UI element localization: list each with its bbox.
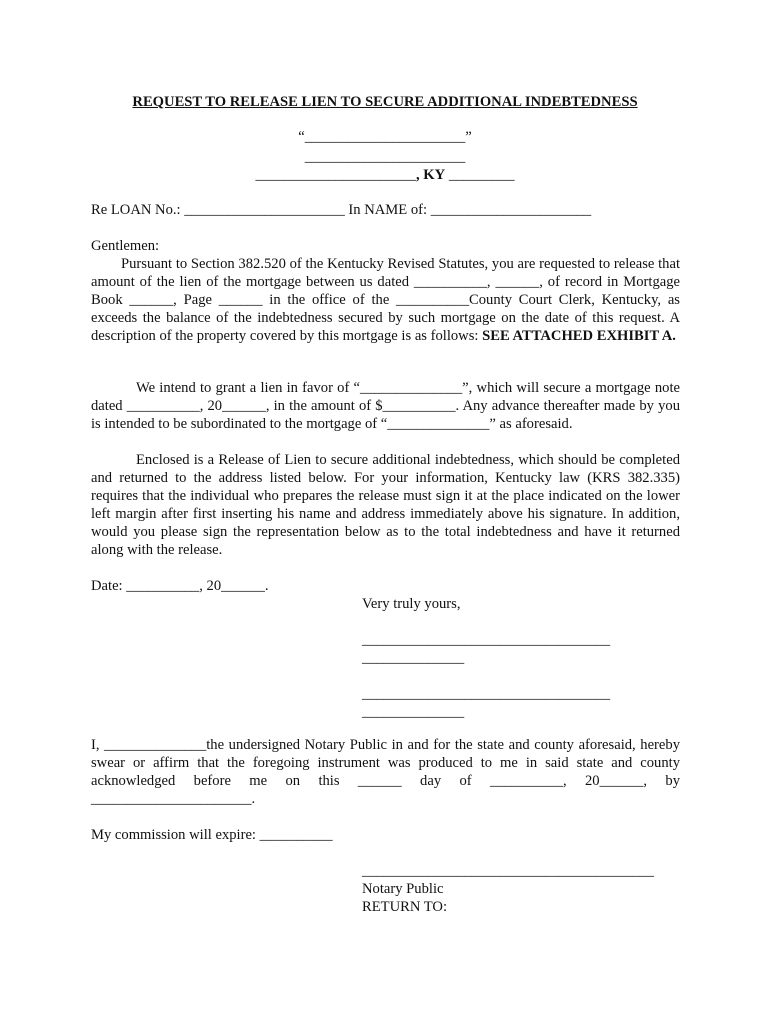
header-blank-line: ______________________ <box>304 149 466 165</box>
return-to-label: RETURN TO: <box>362 899 448 915</box>
date-line: Date: __________, 20______. <box>91 578 269 594</box>
salutation: Gentlemen: <box>91 238 160 254</box>
notary-label: Notary Public <box>362 881 444 897</box>
notary-paragraph: I, ______________the undersigned Notary Public in and for the state and county aforesaid, hereby swear or affirm that the foregoing instrument was produced to me in said state and county acknowledged before me on this ______ day of __________, 20______, by ______________________. <box>91 737 680 807</box>
exhibit-reference: SEE ATTACHED EXHIBIT A. <box>482 328 676 344</box>
paragraph-request-text: Pursuant to Section 382.520 of the Kentucky Revised Statutes, you are requested to release that amount of the lien of the mortgage between us dated __________, ______, of record in Mortgage Book ______, Page ______ in the office of the __________County Court Clerk, Kentucky, as exceeds the balance of the indebtedness secured by such mortgage on the date of this request. A description of the property covered by this mortgage is as follows: <box>91 256 680 344</box>
signature-line-1-sub: ______________ <box>362 650 465 666</box>
signature-line-2: __________________________________ <box>362 686 611 702</box>
header-location-line <box>0 166 770 184</box>
paragraph-request <box>91 255 680 345</box>
header-quoted-blank: “______________________” <box>298 129 472 145</box>
notary-signature-line: ________________________________________ <box>362 863 654 879</box>
signature-line-2-sub: ______________ <box>362 704 465 720</box>
document-title: REQUEST TO RELEASE LIEN TO SECURE ADDITIONAL INDEBTEDNESS <box>132 94 638 110</box>
header-city-blank: ______________________ <box>255 167 416 183</box>
header-state: , KY <box>416 167 446 183</box>
commission-expiry: My commission will expire: __________ <box>91 827 333 843</box>
paragraph-enclosed: Enclosed is a Release of Lien to secure additional indebtedness, which should be completed and returned to the address listed below. For your information, Kentucky law (KRS 382.335) requires that the individual who prepares the release must sign it at the place indicated on the lower left margin after first inserting his name and address immediately above his signature. In addition, would you please sign the representation below as to the total indebtedness and have it returned along with the release. <box>91 452 680 558</box>
paragraph-intent: We intend to grant a lien in favor of “______________”, which will secure a mortgage note dated __________, 20______, in the amount of $__________. Any advance thereafter made by you is intended to be subordinated to the mortgage of “______________” as aforesaid. <box>91 380 680 432</box>
closing: Very truly yours, <box>362 596 461 612</box>
signature-line-1: __________________________________ <box>362 632 611 648</box>
header-zip-blank: _________ <box>445 167 515 183</box>
re-loan-line: Re LOAN No.: ______________________ In NAME of: ______________________ <box>91 202 592 218</box>
